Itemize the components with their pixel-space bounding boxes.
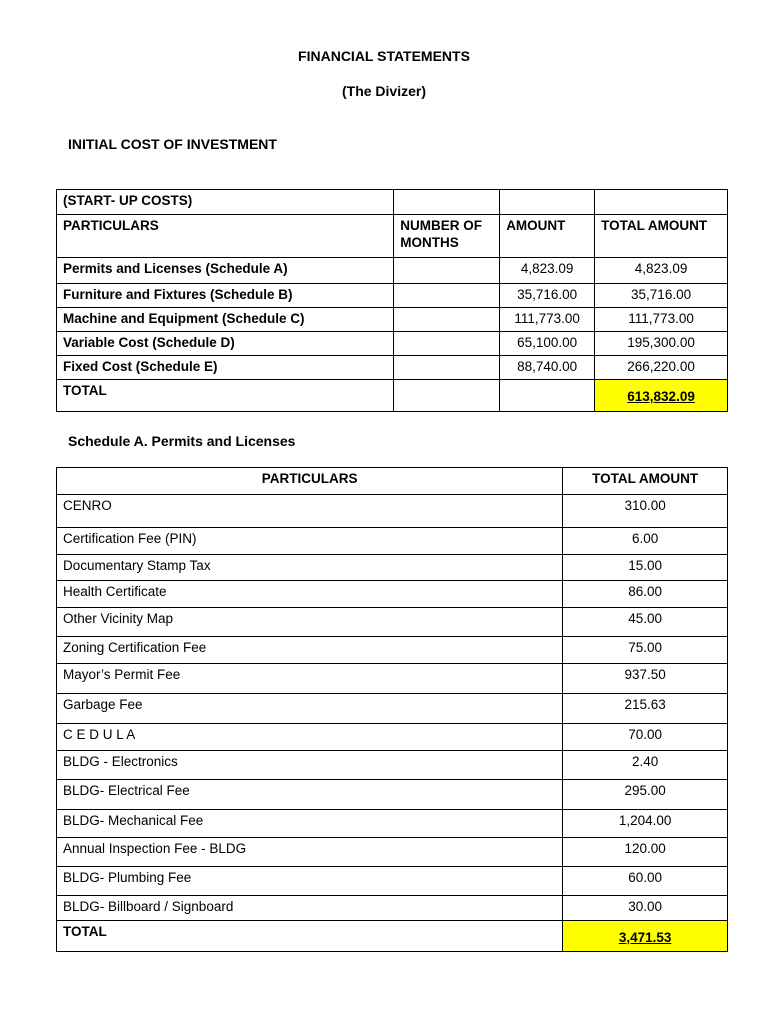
amount-cell: 30.00 (563, 896, 728, 921)
total-row (57, 380, 728, 412)
amount-cell: 120.00 (563, 838, 728, 867)
particular-cell: BLDG- Billboard / Signboard (57, 896, 563, 921)
amount-cell: 215.63 (563, 694, 728, 724)
investment-table (56, 189, 728, 412)
table-header-row (57, 468, 728, 495)
table-row (57, 356, 728, 380)
months-cell (394, 356, 500, 380)
months-cell (394, 308, 500, 332)
particular-cell: Permits and Licenses (Schedule A) (57, 258, 394, 284)
amount-cell: 15.00 (563, 555, 728, 581)
amount-cell: 75.00 (563, 637, 728, 664)
table-row (57, 780, 728, 810)
particular-cell: Other Vicinity Map (57, 608, 563, 637)
total-label: TOTAL (57, 380, 394, 412)
particular-cell: Machine and Equipment (Schedule C) (57, 308, 394, 332)
amount-cell: 1,204.00 (563, 810, 728, 838)
table-row (57, 528, 728, 555)
amount-cell: 937.50 (563, 664, 728, 694)
table-row (57, 308, 728, 332)
table-row (57, 751, 728, 780)
amount-cell: 6.00 (563, 528, 728, 555)
amount-cell: 65,100.00 (500, 332, 595, 356)
particular-cell: Mayor’s Permit Fee (57, 664, 563, 694)
particular-cell: BLDG - Electronics (57, 751, 563, 780)
particular-cell: Zoning Certification Fee (57, 637, 563, 664)
amount-cell: 45.00 (563, 608, 728, 637)
amount-cell: 86.00 (563, 581, 728, 608)
amount-cell: 310.00 (563, 495, 728, 528)
schedule-total-value: 3,471.53 (563, 921, 728, 952)
total-cell: 111,773.00 (595, 308, 728, 332)
particular-cell: Annual Inspection Fee - BLDG (57, 838, 563, 867)
column-header: AMOUNT (500, 215, 595, 258)
table-row (57, 284, 728, 308)
table-row (57, 694, 728, 724)
table-row (57, 637, 728, 664)
schedule-a-heading: Schedule A. Permits and Licenses (68, 433, 296, 449)
particular-cell: Health Certificate (57, 581, 563, 608)
total-cell: 4,823.09 (595, 258, 728, 284)
table-row (57, 810, 728, 838)
amount-cell: 88,740.00 (500, 356, 595, 380)
table-caption: (START- UP COSTS) (57, 190, 394, 215)
particular-cell: Garbage Fee (57, 694, 563, 724)
total-label: TOTAL (57, 921, 563, 952)
column-header: TOTAL AMOUNT (563, 468, 728, 495)
table-row (57, 664, 728, 694)
particular-cell: C E D U L A (57, 724, 563, 751)
document-subtitle: (The Divizer) (341, 83, 426, 99)
schedule-a-table (56, 467, 728, 952)
total-cell: 195,300.00 (595, 332, 728, 356)
table-row (57, 608, 728, 637)
grand-total-value: 613,832.09 (595, 380, 728, 412)
total-cell: 35,716.00 (595, 284, 728, 308)
particular-cell: Fixed Cost (Schedule E) (57, 356, 394, 380)
amount-cell: 60.00 (563, 867, 728, 896)
particular-cell: Furniture and Fixtures (Schedule B) (57, 284, 394, 308)
particular-cell: CENRO (57, 495, 563, 528)
particular-cell: BLDG- Mechanical Fee (57, 810, 563, 838)
table-row (57, 838, 728, 867)
particular-cell: BLDG- Electrical Fee (57, 780, 563, 810)
table-row (57, 495, 728, 528)
table-row (57, 896, 728, 921)
particular-cell: BLDG- Plumbing Fee (57, 867, 563, 896)
column-header: PARTICULARS (57, 468, 563, 495)
column-header: PARTICULARS (57, 215, 394, 258)
table-row (57, 724, 728, 751)
table-caption-row (57, 190, 728, 215)
amount-cell: 4,823.09 (500, 258, 595, 284)
amount-cell: 295.00 (563, 780, 728, 810)
total-row (57, 921, 728, 952)
particular-cell: Variable Cost (Schedule D) (57, 332, 394, 356)
months-cell (394, 284, 500, 308)
amount-cell: 2.40 (563, 751, 728, 780)
table-header-row (57, 215, 728, 258)
table-row (57, 332, 728, 356)
table-row (57, 867, 728, 896)
document-title: FINANCIAL STATEMENTS (298, 48, 470, 64)
column-header: TOTAL AMOUNT (595, 215, 728, 258)
table-row (57, 581, 728, 608)
investment-heading: INITIAL COST OF INVESTMENT (68, 136, 277, 152)
amount-cell: 111,773.00 (500, 308, 595, 332)
particular-cell: Certification Fee (PIN) (57, 528, 563, 555)
months-cell (394, 332, 500, 356)
months-cell (394, 258, 500, 284)
table-row (57, 258, 728, 284)
column-header: NUMBER OF MONTHS (394, 215, 500, 258)
amount-cell: 70.00 (563, 724, 728, 751)
amount-cell: 35,716.00 (500, 284, 595, 308)
table-row (57, 555, 728, 581)
particular-cell: Documentary Stamp Tax (57, 555, 563, 581)
total-cell: 266,220.00 (595, 356, 728, 380)
